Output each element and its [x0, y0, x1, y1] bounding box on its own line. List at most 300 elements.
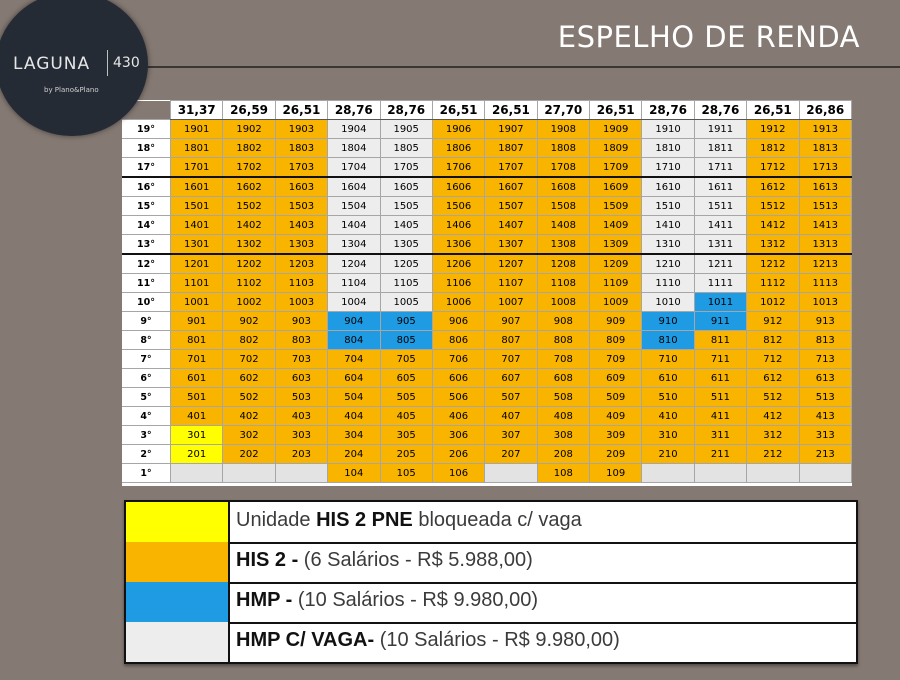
unit-cell: 1613 — [799, 177, 852, 197]
legend-row — [126, 582, 856, 624]
unit-cell: 1502 — [223, 197, 275, 216]
unit-cell: 301 — [171, 426, 223, 445]
unit-cell: 1404 — [328, 216, 380, 235]
unit-cell: 1711 — [694, 158, 746, 178]
unit-cell: 1309 — [590, 235, 642, 255]
unit-cell: 913 — [799, 312, 852, 331]
unit-cell: 1612 — [747, 177, 799, 197]
unit-cell: 1512 — [747, 197, 799, 216]
unit-cell: 1510 — [642, 197, 694, 216]
unit-cell: 305 — [380, 426, 432, 445]
unit-cell: 606 — [432, 369, 484, 388]
unit-cell: 1310 — [642, 235, 694, 255]
unit-cell: 1313 — [799, 235, 852, 255]
unit-cell: 1712 — [747, 158, 799, 178]
unit-cell: 1503 — [275, 197, 327, 216]
unit-cell: 1811 — [694, 139, 746, 158]
unit-cell: 1205 — [380, 254, 432, 274]
unit-cell: 501 — [171, 388, 223, 407]
legend-label-suffix: (10 Salários - R$ 9.980,00) — [374, 629, 620, 651]
unit-cell: 105 — [380, 464, 432, 483]
unit-cell: 705 — [380, 350, 432, 369]
column-area-header: 26,51 — [432, 101, 484, 120]
column-area-header: 28,76 — [328, 101, 380, 120]
unit-cell: 1305 — [380, 235, 432, 255]
unit-cell: 1907 — [485, 120, 537, 139]
unit-cell: 1705 — [380, 158, 432, 178]
legend-label-suffix: (10 Salários - R$ 9.980,00) — [292, 589, 538, 611]
unit-cell: 1701 — [171, 158, 223, 178]
unit-cell: 907 — [485, 312, 537, 331]
unit-cell: 411 — [694, 407, 746, 426]
unit-cell: 1303 — [275, 235, 327, 255]
legend-swatch — [126, 582, 230, 622]
unit-cell: 406 — [432, 407, 484, 426]
unit-cell: 1307 — [485, 235, 537, 255]
unit-cell: 813 — [799, 331, 852, 350]
unit-grid-body — [122, 120, 852, 483]
floor-label: 8° — [122, 331, 171, 350]
floor-label: 14° — [122, 216, 171, 235]
unit-cell: 401 — [171, 407, 223, 426]
unit-cell: 1009 — [590, 293, 642, 312]
column-area-header: 28,76 — [694, 101, 746, 120]
legend-row — [126, 622, 856, 662]
unit-cell: 308 — [537, 426, 589, 445]
unit-cell: 608 — [537, 369, 589, 388]
unit-cell: 1006 — [432, 293, 484, 312]
unit-cell: 603 — [275, 369, 327, 388]
floor-row — [122, 120, 852, 139]
floor-label: 16° — [122, 177, 171, 197]
unit-cell: 310 — [642, 426, 694, 445]
unit-cell: 410 — [642, 407, 694, 426]
unit-cell: 1103 — [275, 274, 327, 293]
unit-cell: 1211 — [694, 254, 746, 274]
unit-cell: 1106 — [432, 274, 484, 293]
unit-cell: 509 — [590, 388, 642, 407]
unit-cell: 302 — [223, 426, 275, 445]
unit-cell: 1808 — [537, 139, 589, 158]
unit-cell: 1611 — [694, 177, 746, 197]
unit-cell: 304 — [328, 426, 380, 445]
empty-cell — [642, 464, 694, 483]
unit-cell: 513 — [799, 388, 852, 407]
floor-label: 6° — [122, 369, 171, 388]
unit-cell: 402 — [223, 407, 275, 426]
unit-cell: 204 — [328, 445, 380, 464]
unit-cell: 1013 — [799, 293, 852, 312]
floor-label: 15° — [122, 197, 171, 216]
column-area-header: 26,51 — [590, 101, 642, 120]
unit-cell: 1608 — [537, 177, 589, 197]
unit-cell: 1212 — [747, 254, 799, 274]
floor-label: 13° — [122, 235, 171, 255]
unit-cell: 1904 — [328, 120, 380, 139]
unit-cell: 713 — [799, 350, 852, 369]
unit-cell: 1107 — [485, 274, 537, 293]
title-divider — [140, 66, 900, 68]
unit-cell: 1501 — [171, 197, 223, 216]
unit-cell: 711 — [694, 350, 746, 369]
floor-label: 18° — [122, 139, 171, 158]
unit-cell: 704 — [328, 350, 380, 369]
unit-cell: 1109 — [590, 274, 642, 293]
unit-cell: 903 — [275, 312, 327, 331]
unit-cell: 506 — [432, 388, 484, 407]
unit-cell: 1802 — [223, 139, 275, 158]
unit-cell: 407 — [485, 407, 537, 426]
unit-cell: 1507 — [485, 197, 537, 216]
column-area-header: 28,76 — [380, 101, 432, 120]
floor-label: 4° — [122, 407, 171, 426]
floor-row — [122, 369, 852, 388]
unit-cell: 413 — [799, 407, 852, 426]
unit-cell: 106 — [432, 464, 484, 483]
floor-row — [122, 350, 852, 369]
unit-cell: 804 — [328, 331, 380, 350]
unit-cell: 1504 — [328, 197, 380, 216]
logo-number-text: 430 — [113, 55, 140, 71]
unit-cell: 508 — [537, 388, 589, 407]
unit-cell: 307 — [485, 426, 537, 445]
unit-cell: 312 — [747, 426, 799, 445]
unit-cell: 1710 — [642, 158, 694, 178]
unit-cell: 805 — [380, 331, 432, 350]
floor-label: 11° — [122, 274, 171, 293]
unit-cell: 206 — [432, 445, 484, 464]
unit-cell: 1203 — [275, 254, 327, 274]
unit-cell: 1002 — [223, 293, 275, 312]
unit-cell: 1108 — [537, 274, 589, 293]
unit-cell: 1308 — [537, 235, 589, 255]
unit-cell: 1906 — [432, 120, 484, 139]
unit-cell: 1005 — [380, 293, 432, 312]
unit-cell: 1402 — [223, 216, 275, 235]
unit-cell: 811 — [694, 331, 746, 350]
unit-cell: 1610 — [642, 177, 694, 197]
floor-row — [122, 426, 852, 445]
logo-subtitle: by Plano&Plano — [44, 86, 99, 94]
unit-cell: 1010 — [642, 293, 694, 312]
unit-cell: 309 — [590, 426, 642, 445]
unit-cell: 601 — [171, 369, 223, 388]
unit-cell: 1812 — [747, 139, 799, 158]
floor-label: 2° — [122, 445, 171, 464]
floor-label: 9° — [122, 312, 171, 331]
empty-cell — [747, 464, 799, 483]
floor-label: 12° — [122, 254, 171, 274]
unit-cell: 1903 — [275, 120, 327, 139]
floor-label: 7° — [122, 350, 171, 369]
unit-cell: 602 — [223, 369, 275, 388]
unit-cell: 1408 — [537, 216, 589, 235]
unit-cell: 303 — [275, 426, 327, 445]
unit-cell: 1304 — [328, 235, 380, 255]
area-header-row — [122, 101, 852, 120]
legend-label — [236, 549, 533, 572]
unit-cell: 912 — [747, 312, 799, 331]
legend-swatch — [126, 502, 230, 542]
unit-cell: 1011 — [694, 293, 746, 312]
unit-cell: 1908 — [537, 120, 589, 139]
unit-cell: 610 — [642, 369, 694, 388]
unit-cell: 810 — [642, 331, 694, 350]
column-area-header: 26,51 — [747, 101, 799, 120]
unit-cell: 502 — [223, 388, 275, 407]
legend-label-suffix: bloqueada c/ vaga — [412, 509, 582, 531]
unit-cell: 1709 — [590, 158, 642, 178]
unit-cell: 1801 — [171, 139, 223, 158]
floor-row — [122, 254, 852, 274]
column-area-header: 26,59 — [223, 101, 275, 120]
page-title: ESPELHO DE RENDA — [557, 20, 860, 54]
unit-cell: 1306 — [432, 235, 484, 255]
legend-row — [126, 502, 856, 544]
unit-cell: 806 — [432, 331, 484, 350]
unit-cell: 611 — [694, 369, 746, 388]
floor-row — [122, 216, 852, 235]
unit-cell: 1406 — [432, 216, 484, 235]
unit-cell: 905 — [380, 312, 432, 331]
unit-cell: 904 — [328, 312, 380, 331]
unit-cell: 1413 — [799, 216, 852, 235]
unit-cell: 910 — [642, 312, 694, 331]
unit-cell: 104 — [328, 464, 380, 483]
column-area-header: 26,51 — [275, 101, 327, 120]
unit-cell: 1902 — [223, 120, 275, 139]
unit-cell: 1704 — [328, 158, 380, 178]
unit-cell: 203 — [275, 445, 327, 464]
unit-cell: 1111 — [694, 274, 746, 293]
unit-cell: 1004 — [328, 293, 380, 312]
unit-cell: 201 — [171, 445, 223, 464]
unit-cell: 313 — [799, 426, 852, 445]
floor-label: 5° — [122, 388, 171, 407]
floor-row — [122, 331, 852, 350]
floor-label: 1° — [122, 464, 171, 483]
unit-cell: 707 — [485, 350, 537, 369]
unit-cell: 1506 — [432, 197, 484, 216]
empty-cell — [275, 464, 327, 483]
unit-cell: 1807 — [485, 139, 537, 158]
unit-cell: 1007 — [485, 293, 537, 312]
unit-cell: 901 — [171, 312, 223, 331]
unit-cell: 1603 — [275, 177, 327, 197]
legend-row — [126, 542, 856, 584]
unit-cell: 1707 — [485, 158, 537, 178]
empty-cell — [171, 464, 223, 483]
unit-cell: 1409 — [590, 216, 642, 235]
unit-cell: 1505 — [380, 197, 432, 216]
unit-cell: 902 — [223, 312, 275, 331]
unit-cell: 512 — [747, 388, 799, 407]
unit-grid — [122, 100, 852, 483]
unit-cell: 712 — [747, 350, 799, 369]
unit-cell: 311 — [694, 426, 746, 445]
column-area-header: 31,37 — [171, 101, 223, 120]
empty-cell — [694, 464, 746, 483]
unit-cell: 1901 — [171, 120, 223, 139]
unit-cell: 209 — [590, 445, 642, 464]
unit-cell: 404 — [328, 407, 380, 426]
unit-cell: 812 — [747, 331, 799, 350]
unit-cell: 803 — [275, 331, 327, 350]
legend-label — [236, 589, 538, 612]
unit-cell: 405 — [380, 407, 432, 426]
unit-cell: 1809 — [590, 139, 642, 158]
unit-cell: 213 — [799, 445, 852, 464]
legend-label-prefix: Unidade — [236, 509, 317, 531]
floor-row — [122, 274, 852, 293]
unit-cell: 607 — [485, 369, 537, 388]
unit-grid-container — [122, 100, 852, 486]
legend-label-bold: HIS 2 PNE — [316, 509, 413, 531]
logo-divider — [107, 50, 108, 76]
unit-cell: 1911 — [694, 120, 746, 139]
unit-cell: 510 — [642, 388, 694, 407]
unit-cell: 703 — [275, 350, 327, 369]
unit-cell: 609 — [590, 369, 642, 388]
legend-label-bold: HMP - — [236, 589, 293, 611]
unit-cell: 1401 — [171, 216, 223, 235]
unit-cell: 1509 — [590, 197, 642, 216]
unit-cell: 306 — [432, 426, 484, 445]
column-area-header: 28,76 — [642, 101, 694, 120]
legend-swatch — [126, 542, 230, 582]
unit-cell: 1312 — [747, 235, 799, 255]
unit-cell: 202 — [223, 445, 275, 464]
unit-cell: 1104 — [328, 274, 380, 293]
floor-row — [122, 464, 852, 483]
empty-cell — [223, 464, 275, 483]
unit-cell: 808 — [537, 331, 589, 350]
unit-cell: 1803 — [275, 139, 327, 158]
unit-cell: 1813 — [799, 139, 852, 158]
unit-cell: 1210 — [642, 254, 694, 274]
unit-cell: 1604 — [328, 177, 380, 197]
unit-cell: 612 — [747, 369, 799, 388]
unit-cell: 1207 — [485, 254, 537, 274]
unit-cell: 1301 — [171, 235, 223, 255]
unit-cell: 1703 — [275, 158, 327, 178]
unit-cell: 511 — [694, 388, 746, 407]
unit-cell: 708 — [537, 350, 589, 369]
unit-cell: 1112 — [747, 274, 799, 293]
unit-cell: 1910 — [642, 120, 694, 139]
unit-cell: 211 — [694, 445, 746, 464]
unit-cell: 1202 — [223, 254, 275, 274]
unit-cell: 1012 — [747, 293, 799, 312]
unit-cell: 505 — [380, 388, 432, 407]
unit-cell: 908 — [537, 312, 589, 331]
logo-brand-text: LAGUNA — [13, 54, 91, 74]
floor-row — [122, 139, 852, 158]
unit-cell: 1003 — [275, 293, 327, 312]
unit-cell: 1513 — [799, 197, 852, 216]
unit-cell: 1606 — [432, 177, 484, 197]
unit-cell: 1311 — [694, 235, 746, 255]
unit-cell: 1302 — [223, 235, 275, 255]
unit-cell: 1702 — [223, 158, 275, 178]
column-area-header: 26,86 — [799, 101, 852, 120]
unit-cell: 1602 — [223, 177, 275, 197]
unit-cell: 709 — [590, 350, 642, 369]
unit-cell: 909 — [590, 312, 642, 331]
unit-cell: 503 — [275, 388, 327, 407]
unit-cell: 1001 — [171, 293, 223, 312]
unit-cell: 1110 — [642, 274, 694, 293]
unit-cell: 108 — [537, 464, 589, 483]
unit-cell: 409 — [590, 407, 642, 426]
floor-label: 10° — [122, 293, 171, 312]
unit-cell: 1605 — [380, 177, 432, 197]
unit-cell: 801 — [171, 331, 223, 350]
unit-cell: 604 — [328, 369, 380, 388]
column-area-header: 27,70 — [537, 101, 589, 120]
unit-cell: 109 — [590, 464, 642, 483]
floor-row — [122, 197, 852, 216]
floor-row — [122, 407, 852, 426]
floor-row — [122, 445, 852, 464]
legend-label — [236, 629, 620, 652]
floor-row — [122, 388, 852, 407]
unit-cell: 1412 — [747, 216, 799, 235]
unit-cell: 1607 — [485, 177, 537, 197]
unit-cell: 208 — [537, 445, 589, 464]
unit-cell: 1403 — [275, 216, 327, 235]
unit-cell: 1105 — [380, 274, 432, 293]
unit-cell: 1609 — [590, 177, 642, 197]
unit-cell: 802 — [223, 331, 275, 350]
unit-cell: 1913 — [799, 120, 852, 139]
legend — [124, 500, 858, 664]
unit-cell: 1201 — [171, 254, 223, 274]
unit-cell: 1909 — [590, 120, 642, 139]
unit-cell: 1410 — [642, 216, 694, 235]
empty-cell — [799, 464, 852, 483]
unit-cell: 1008 — [537, 293, 589, 312]
unit-cell: 1405 — [380, 216, 432, 235]
empty-cell — [485, 464, 537, 483]
unit-cell: 1806 — [432, 139, 484, 158]
unit-cell: 1905 — [380, 120, 432, 139]
unit-cell: 212 — [747, 445, 799, 464]
unit-cell: 1411 — [694, 216, 746, 235]
legend-label-bold: HIS 2 - — [236, 549, 299, 571]
unit-cell: 702 — [223, 350, 275, 369]
unit-cell: 507 — [485, 388, 537, 407]
unit-cell: 701 — [171, 350, 223, 369]
unit-cell: 1706 — [432, 158, 484, 178]
floor-label: 19° — [122, 120, 171, 139]
floor-label: 17° — [122, 158, 171, 178]
unit-cell: 605 — [380, 369, 432, 388]
unit-cell: 1713 — [799, 158, 852, 178]
unit-cell: 1102 — [223, 274, 275, 293]
floor-row — [122, 235, 852, 255]
floor-label: 3° — [122, 426, 171, 445]
unit-cell: 1508 — [537, 197, 589, 216]
unit-cell: 1213 — [799, 254, 852, 274]
legend-label-suffix: (6 Salários - R$ 5.988,00) — [298, 549, 533, 571]
unit-cell: 613 — [799, 369, 852, 388]
unit-cell: 1206 — [432, 254, 484, 274]
unit-cell: 1708 — [537, 158, 589, 178]
unit-cell: 207 — [485, 445, 537, 464]
floor-row — [122, 158, 852, 178]
unit-cell: 906 — [432, 312, 484, 331]
